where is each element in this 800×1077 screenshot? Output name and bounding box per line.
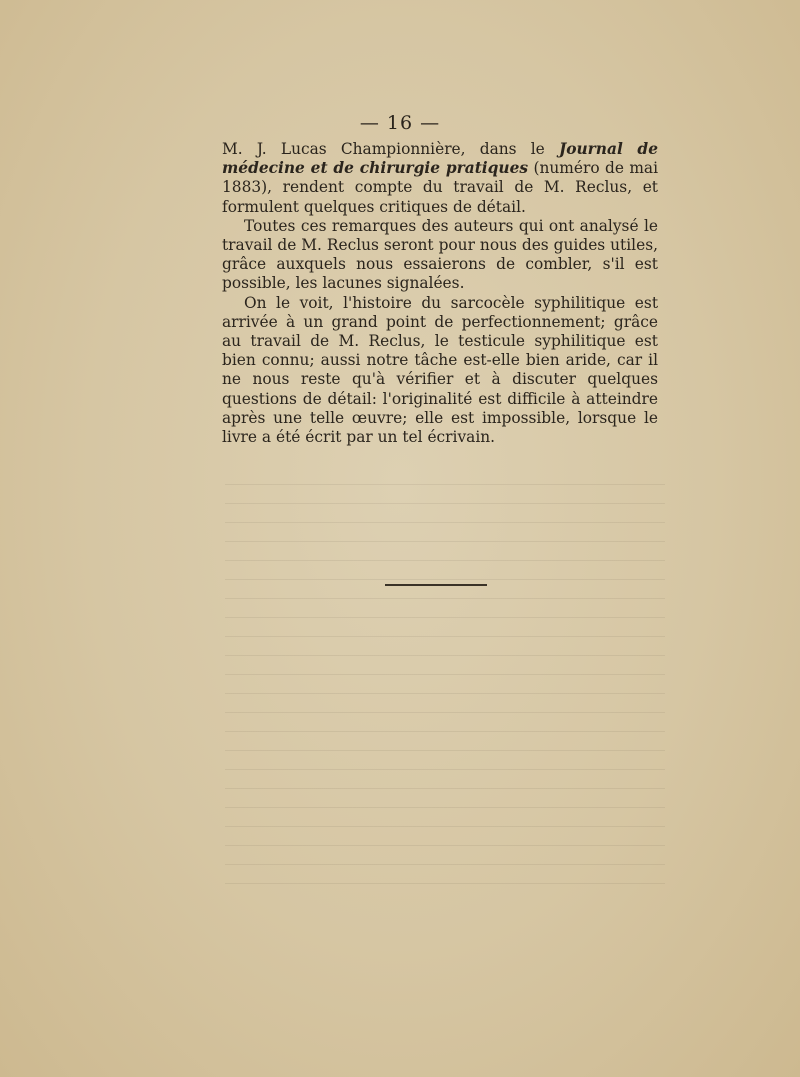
text-run: On le voit, l'histoire du sarcocèle syphilitique est arrivée à un grand point de perfectionnement; grâce au travail de M. Reclus, le testicule syphilitique est bien connu; aussi notre tâche est-elle bien aride, car il ne nous reste qu'à vérifier et à discuter quelques questions de détail: l'originalité est difficile à atteindre après une telle œuvre; elle est impossible, lorsque le livre a été écrit par un tel écrivain.	[222, 293, 658, 447]
text-run: M. J. Lucas Championnière, dans le	[222, 140, 559, 158]
page-number: — 16 —	[359, 112, 441, 134]
paragraph	[222, 294, 658, 448]
paragraph	[222, 140, 658, 217]
text-run: Toutes ces remarques des auteurs qui ont analysé le travail de M. Reclus seront pour nous des guides utiles, grâce auxquels nous essaierons de combler, s'il est possible, les lacunes signalées.	[222, 216, 658, 293]
bleed-through-shadow	[225, 470, 665, 890]
body-text	[222, 140, 658, 447]
italic-title: Journal de médecine et de chirurgie pratiques	[222, 140, 658, 178]
paragraph	[222, 217, 658, 294]
text-run: (numéro de mai 1883), rendent compte du travail de M. Reclus, et formulent quelques critiques de détail.	[222, 159, 659, 216]
section-divider	[385, 584, 487, 586]
